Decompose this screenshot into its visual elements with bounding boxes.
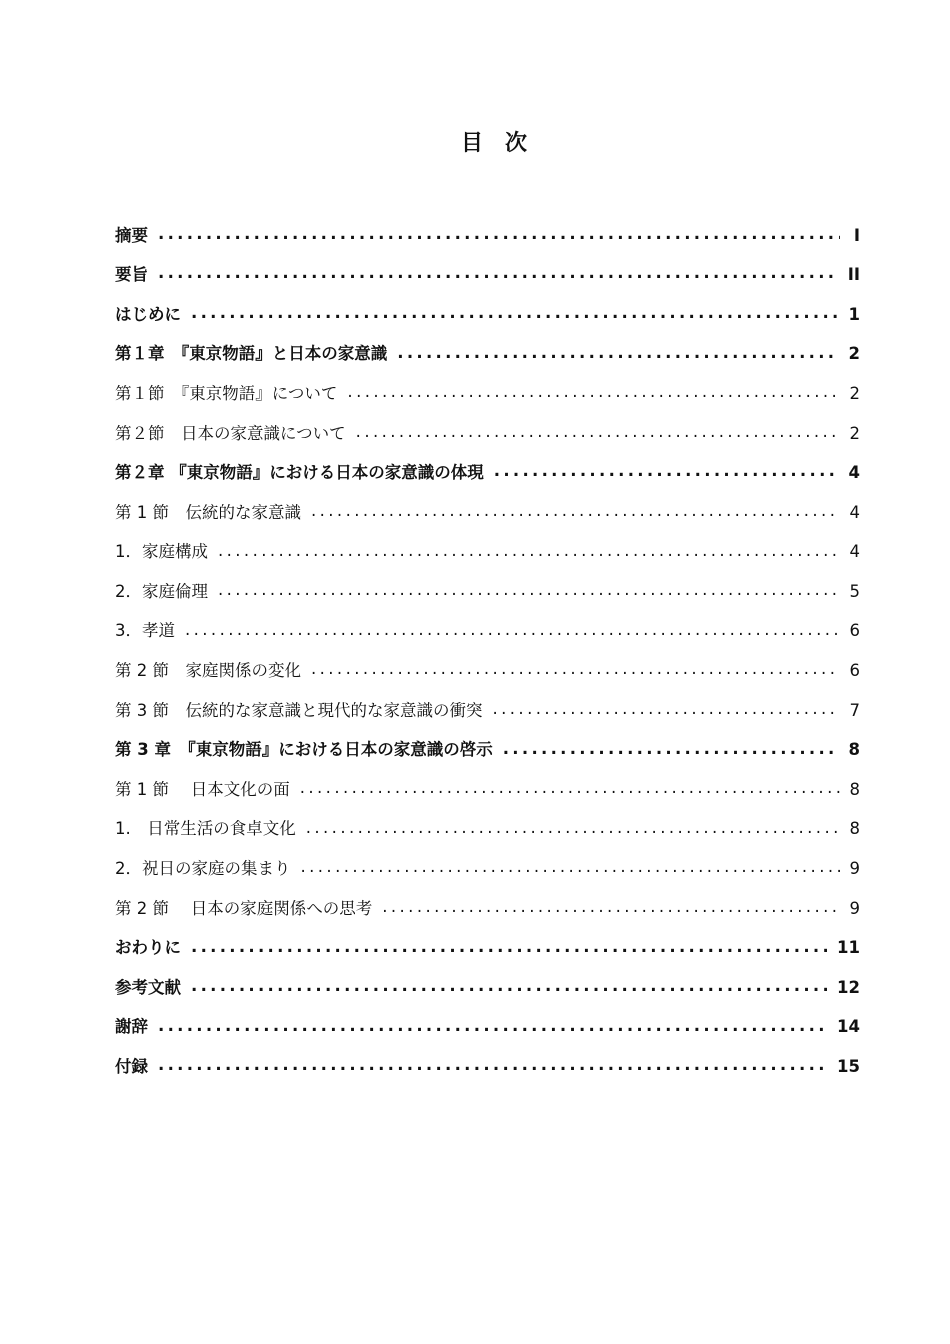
toc-entry[interactable] — [115, 889, 860, 929]
toc-entry-label: 第１章 『東京物語』と日本の家意識 — [115, 344, 388, 364]
toc-entry-label: 付録 — [115, 1057, 148, 1077]
toc-dot-leader — [191, 939, 827, 959]
toc-entry-label: 第 2 節 日本の家庭関係への思考 — [115, 898, 373, 918]
toc-page-number: 11 — [837, 938, 860, 958]
toc-entry-label: 第１節 『東京物語』について — [115, 383, 338, 403]
toc-entry-label: 1. 日常生活の食卓文化 — [115, 819, 296, 839]
toc-entry[interactable] — [115, 731, 860, 771]
toc-dot-leader — [493, 701, 840, 721]
toc-page-number: 14 — [837, 1017, 860, 1037]
toc-entry-label: 第２節 日本の家意識について — [115, 423, 346, 443]
toc-dot-leader — [191, 305, 839, 325]
toc-entry-label: 摘要 — [115, 225, 148, 245]
toc-entry-label: はじめに — [115, 304, 181, 324]
toc-entry[interactable] — [115, 533, 860, 573]
toc-entry[interactable] — [115, 968, 860, 1008]
toc-page-number: 7 — [849, 700, 860, 720]
toc-entry[interactable] — [115, 295, 860, 335]
toc-page-number: 4 — [849, 502, 860, 522]
toc-dot-leader — [397, 345, 838, 365]
toc-page-number: 9 — [849, 859, 860, 879]
toc-entry[interactable] — [115, 1047, 860, 1087]
toc-entry[interactable] — [115, 850, 860, 890]
toc-entry[interactable] — [115, 1008, 860, 1048]
toc-entry[interactable] — [115, 572, 860, 612]
toc-entry[interactable] — [115, 770, 860, 810]
toc-dot-leader — [158, 1018, 827, 1038]
toc-dot-leader — [158, 1057, 827, 1077]
toc-dot-leader — [311, 503, 840, 523]
toc-entry-label: 2．家庭倫理 — [115, 581, 208, 601]
toc-entry[interactable] — [115, 493, 860, 533]
toc-dot-leader — [185, 622, 840, 642]
toc-entry-label: 第 3 章 『東京物語』における日本の家意識の啓示 — [115, 740, 493, 760]
toc-dot-leader — [300, 780, 840, 800]
toc-entry[interactable] — [115, 256, 860, 296]
page-title: 目 次 — [460, 131, 527, 156]
toc-entry-label: 第 1 節 日本文化の面 — [115, 779, 290, 799]
toc-page-number: 2 — [849, 383, 860, 403]
toc-entry[interactable] — [115, 414, 860, 454]
toc-entry-label: 第２章 『東京物語』における日本の家意識の体現 — [115, 463, 484, 483]
toc-entry-label: 要旨 — [115, 265, 148, 285]
toc-page-number: 8 — [848, 740, 860, 760]
toc-entry[interactable] — [115, 691, 860, 731]
toc-page-number: 2 — [849, 423, 860, 443]
toc-dot-leader — [494, 463, 839, 483]
toc-entry-label: 3．孝道 — [115, 621, 175, 641]
table-of-contents — [115, 216, 860, 1087]
toc-entry[interactable] — [115, 335, 860, 375]
toc-page-number: 2 — [848, 344, 860, 364]
toc-entry-label: 第 2 節 家庭関係の変化 — [115, 661, 301, 681]
toc-dot-leader — [218, 582, 840, 602]
toc-entry-label: 第 1 節 伝統的な家意識 — [115, 502, 301, 522]
toc-page-number: 4 — [849, 542, 860, 562]
toc-entry-label: 参考文献 — [115, 977, 181, 997]
toc-page-number: 9 — [849, 898, 860, 918]
toc-page-number: 1 — [848, 304, 860, 324]
toc-page-number: 6 — [849, 621, 860, 641]
toc-page-number: 4 — [848, 463, 860, 483]
toc-dot-leader — [158, 226, 840, 246]
toc-dot-leader — [347, 384, 839, 404]
toc-entry[interactable] — [115, 374, 860, 414]
toc-dot-leader — [191, 978, 827, 998]
toc-dot-leader — [356, 424, 840, 444]
toc-dot-leader — [503, 741, 839, 761]
toc-entry-label: 謝辞 — [115, 1017, 148, 1037]
toc-page-number: 15 — [837, 1057, 860, 1077]
toc-dot-leader — [158, 265, 838, 285]
toc-entry[interactable] — [115, 612, 860, 652]
toc-dot-leader — [218, 543, 840, 563]
toc-dot-leader — [301, 859, 840, 879]
toc-page-number: 5 — [849, 581, 860, 601]
toc-dot-leader — [311, 661, 840, 681]
toc-entry-label: 2．祝日の家庭の集まり — [115, 859, 291, 879]
toc-dot-leader — [306, 820, 840, 840]
toc-entry[interactable] — [115, 810, 860, 850]
toc-page-number: 6 — [849, 661, 860, 681]
toc-page-number: 8 — [849, 819, 860, 839]
toc-entry[interactable] — [115, 929, 860, 969]
toc-page-number: I — [853, 225, 860, 245]
toc-page-number: II — [847, 265, 860, 285]
toc-dot-leader — [382, 899, 839, 919]
toc-page-number: 12 — [837, 977, 860, 997]
toc-entry[interactable] — [115, 216, 860, 256]
toc-entry-label: 1．家庭構成 — [115, 542, 208, 562]
toc-entry-label: 第 3 節 伝統的な家意識と現代的な家意識の衝突 — [115, 700, 483, 720]
toc-page-number: 8 — [849, 779, 860, 799]
toc-entry[interactable] — [115, 454, 860, 494]
toc-entry-label: おわりに — [115, 938, 181, 958]
toc-entry[interactable] — [115, 652, 860, 692]
